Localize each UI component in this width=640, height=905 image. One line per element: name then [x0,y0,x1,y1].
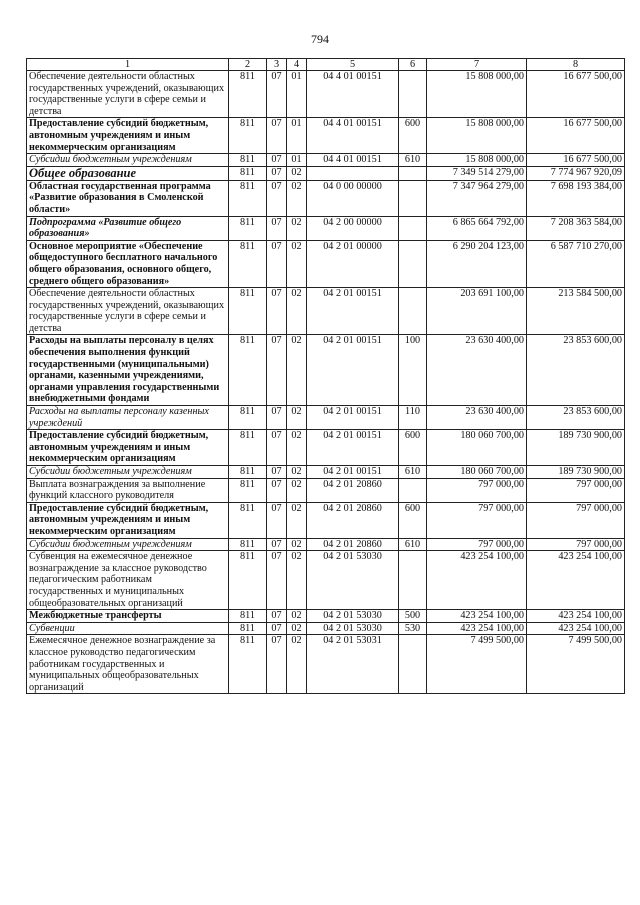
amount-year1-cell: 7 347 964 279,00 [427,180,527,216]
target-article-cell: 04 4 01 00151 [307,71,399,118]
department-code-cell: 811 [229,538,267,551]
expense-type-cell [399,166,427,180]
target-article-cell: 04 2 01 00151 [307,288,399,335]
target-article-cell [307,166,399,180]
amount-year2-cell: 16 677 500,00 [527,154,625,167]
target-article-cell: 04 2 01 00151 [307,335,399,406]
subsection-cell: 02 [287,610,307,623]
amount-year2-cell: 797 000,00 [527,502,625,538]
amount-year2-cell: 7 698 193 384,00 [527,180,625,216]
table-row [27,118,625,154]
department-code-cell: 811 [229,216,267,240]
target-article-cell: 04 4 01 00151 [307,118,399,154]
expense-type-cell: 610 [399,538,427,551]
department-code-cell: 811 [229,610,267,623]
amount-year2-cell: 7 499 500,00 [527,635,625,694]
row-name-cell: Областная государственная программа «Развитие образования в Смоленской области» [27,180,229,216]
department-code-cell: 811 [229,71,267,118]
subsection-cell: 02 [287,502,307,538]
department-code-cell: 811 [229,502,267,538]
section-cell: 07 [267,288,287,335]
subsection-cell: 02 [287,478,307,502]
row-name-cell: Расходы на выплаты персоналу казенных учреждений [27,406,229,430]
amount-year1-cell: 23 630 400,00 [427,335,527,406]
header-cell: 3 [267,59,287,71]
section-cell: 07 [267,216,287,240]
subsection-cell: 01 [287,71,307,118]
amount-year1-cell: 15 808 000,00 [427,71,527,118]
expense-type-cell: 610 [399,466,427,479]
expense-type-cell [399,216,427,240]
subsection-cell: 02 [287,335,307,406]
target-article-cell: 04 2 00 00000 [307,216,399,240]
row-name-cell: Обеспечение деятельности областных государственных учреждений, оказывающих государственные услуги в сфере семьи и детства [27,71,229,118]
target-article-cell: 04 2 01 00151 [307,430,399,466]
amount-year1-cell: 7 349 514 279,00 [427,166,527,180]
department-code-cell: 811 [229,118,267,154]
row-name-cell: Ежемесячное денежное вознаграждение за классное руководство педагогическим работникам государственных и муниципальных общеобразовательных организаций [27,635,229,694]
section-cell: 07 [267,430,287,466]
section-cell: 07 [267,154,287,167]
department-code-cell: 811 [229,288,267,335]
row-name-cell: Предоставление субсидий бюджетным, автономным учреждениям и иным некоммерческим организациям [27,118,229,154]
target-article-cell: 04 2 01 00151 [307,466,399,479]
amount-year1-cell: 423 254 100,00 [427,610,527,623]
expense-type-cell: 100 [399,335,427,406]
target-article-cell: 04 2 01 53030 [307,622,399,635]
row-name-cell: Субвенции [27,622,229,635]
expense-type-cell: 600 [399,430,427,466]
amount-year2-cell: 423 254 100,00 [527,551,625,610]
header-cell: 1 [27,59,229,71]
section-cell: 07 [267,635,287,694]
amount-year1-cell: 15 808 000,00 [427,118,527,154]
amount-year2-cell: 189 730 900,00 [527,466,625,479]
section-cell: 07 [267,335,287,406]
amount-year1-cell: 6 290 204 123,00 [427,240,527,287]
department-code-cell: 811 [229,622,267,635]
row-name-cell: Субсидии бюджетным учреждениям [27,466,229,479]
section-cell: 07 [267,551,287,610]
subsection-cell: 02 [287,216,307,240]
section-cell: 07 [267,406,287,430]
row-name-cell: Общее образование [27,166,229,180]
section-cell: 07 [267,240,287,287]
section-cell: 07 [267,71,287,118]
row-name-cell: Субсидии бюджетным учреждениям [27,538,229,551]
table-row [27,538,625,551]
header-cell: 8 [527,59,625,71]
section-cell: 07 [267,502,287,538]
table-row [27,635,625,694]
table-row [27,335,625,406]
amount-year1-cell: 423 254 100,00 [427,622,527,635]
amount-year1-cell: 23 630 400,00 [427,406,527,430]
row-name-cell: Расходы на выплаты персоналу в целях обеспечения выполнения функций государственными (муниципальными) органами, казенными учреждениями, органами управления государственными внебюджетными фондами [27,335,229,406]
department-code-cell: 811 [229,466,267,479]
subsection-cell: 02 [287,551,307,610]
subsection-cell: 01 [287,154,307,167]
amount-year1-cell: 797 000,00 [427,478,527,502]
amount-year1-cell: 180 060 700,00 [427,466,527,479]
amount-year2-cell: 423 254 100,00 [527,610,625,623]
row-name-cell: Основное мероприятие «Обеспечение общедоступного бесплатного начального общего образования, основного общего, среднего общего образования» [27,240,229,287]
amount-year2-cell: 213 584 500,00 [527,288,625,335]
expense-type-cell: 600 [399,502,427,538]
target-article-cell: 04 4 01 00151 [307,154,399,167]
amount-year1-cell: 797 000,00 [427,538,527,551]
table-row [27,406,625,430]
row-name-cell: Межбюджетные трансферты [27,610,229,623]
target-article-cell: 04 2 01 20860 [307,538,399,551]
table-row [27,622,625,635]
department-code-cell: 811 [229,478,267,502]
header-cell: 2 [229,59,267,71]
table-row [27,166,625,180]
section-cell: 07 [267,610,287,623]
target-article-cell: 04 2 01 20860 [307,478,399,502]
amount-year2-cell: 7 208 363 584,00 [527,216,625,240]
subsection-cell: 02 [287,288,307,335]
section-cell: 07 [267,622,287,635]
department-code-cell: 811 [229,430,267,466]
table-row [27,610,625,623]
amount-year2-cell: 16 677 500,00 [527,71,625,118]
row-name-cell: Предоставление субсидий бюджетным, автономным учреждениям и иным некоммерческим организациям [27,430,229,466]
table-body [27,71,625,694]
row-name-cell: Подпрограмма «Развитие общего образования» [27,216,229,240]
section-cell: 07 [267,166,287,180]
header-row [27,59,625,71]
target-article-cell: 04 2 01 53030 [307,610,399,623]
expense-type-cell: 600 [399,118,427,154]
table-row [27,71,625,118]
row-name-cell: Предоставление субсидий бюджетным, автономным учреждениям и иным некоммерческим организациям [27,502,229,538]
expense-type-cell [399,288,427,335]
amount-year1-cell: 203 691 100,00 [427,288,527,335]
subsection-cell: 02 [287,635,307,694]
expense-type-cell: 500 [399,610,427,623]
target-article-cell: 04 2 01 00151 [307,406,399,430]
subsection-cell: 02 [287,538,307,551]
amount-year1-cell: 797 000,00 [427,502,527,538]
page-number: 794 [311,32,329,46]
expense-type-cell [399,551,427,610]
budget-table [26,58,625,694]
amount-year2-cell: 23 853 600,00 [527,335,625,406]
amount-year1-cell: 180 060 700,00 [427,430,527,466]
expense-type-cell [399,635,427,694]
table-row [27,240,625,287]
table-row [27,430,625,466]
amount-year2-cell: 6 587 710 270,00 [527,240,625,287]
header-cell: 6 [399,59,427,71]
table-row [27,154,625,167]
section-cell: 07 [267,118,287,154]
subsection-cell: 02 [287,406,307,430]
expense-type-cell [399,240,427,287]
row-name-cell: Субвенция на ежемесячное денежное вознаграждение за классное руководство педагогическим работникам государственных и муниципальных общеобразовательных организаций [27,551,229,610]
target-article-cell: 04 2 01 53031 [307,635,399,694]
department-code-cell: 811 [229,180,267,216]
department-code-cell: 811 [229,154,267,167]
department-code-cell: 811 [229,551,267,610]
amount-year1-cell: 423 254 100,00 [427,551,527,610]
department-code-cell: 811 [229,166,267,180]
row-name-cell: Обеспечение деятельности областных государственных учреждений, оказывающих государственные услуги в сфере семьи и детства [27,288,229,335]
expense-type-cell [399,71,427,118]
section-cell: 07 [267,538,287,551]
amount-year2-cell: 189 730 900,00 [527,430,625,466]
expense-type-cell [399,478,427,502]
table-row [27,466,625,479]
table-row [27,180,625,216]
amount-year2-cell: 423 254 100,00 [527,622,625,635]
header-cell: 4 [287,59,307,71]
amount-year1-cell: 15 808 000,00 [427,154,527,167]
subsection-cell: 01 [287,118,307,154]
department-code-cell: 811 [229,240,267,287]
section-cell: 07 [267,180,287,216]
header-cell: 7 [427,59,527,71]
department-code-cell: 811 [229,335,267,406]
amount-year2-cell: 797 000,00 [527,478,625,502]
subsection-cell: 02 [287,240,307,287]
amount-year2-cell: 23 853 600,00 [527,406,625,430]
amount-year2-cell: 16 677 500,00 [527,118,625,154]
section-cell: 07 [267,478,287,502]
subsection-cell: 02 [287,622,307,635]
expense-type-cell: 610 [399,154,427,167]
amount-year2-cell: 797 000,00 [527,538,625,551]
table-row [27,216,625,240]
row-name-cell: Выплата вознаграждения за выполнение функций классного руководителя [27,478,229,502]
amount-year1-cell: 6 865 664 792,00 [427,216,527,240]
target-article-cell: 04 2 01 00000 [307,240,399,287]
table-row [27,551,625,610]
department-code-cell: 811 [229,406,267,430]
table-row [27,288,625,335]
table-row [27,478,625,502]
subsection-cell: 02 [287,166,307,180]
target-article-cell: 04 2 01 20860 [307,502,399,538]
row-name-cell: Субсидии бюджетным учреждениям [27,154,229,167]
subsection-cell: 02 [287,430,307,466]
target-article-cell: 04 0 00 00000 [307,180,399,216]
expense-type-cell: 530 [399,622,427,635]
table-row [27,502,625,538]
amount-year2-cell: 7 774 967 920,09 [527,166,625,180]
target-article-cell: 04 2 01 53030 [307,551,399,610]
section-cell: 07 [267,466,287,479]
subsection-cell: 02 [287,466,307,479]
department-code-cell: 811 [229,635,267,694]
subsection-cell: 02 [287,180,307,216]
header-cell: 5 [307,59,399,71]
expense-type-cell [399,180,427,216]
amount-year1-cell: 7 499 500,00 [427,635,527,694]
expense-type-cell: 110 [399,406,427,430]
